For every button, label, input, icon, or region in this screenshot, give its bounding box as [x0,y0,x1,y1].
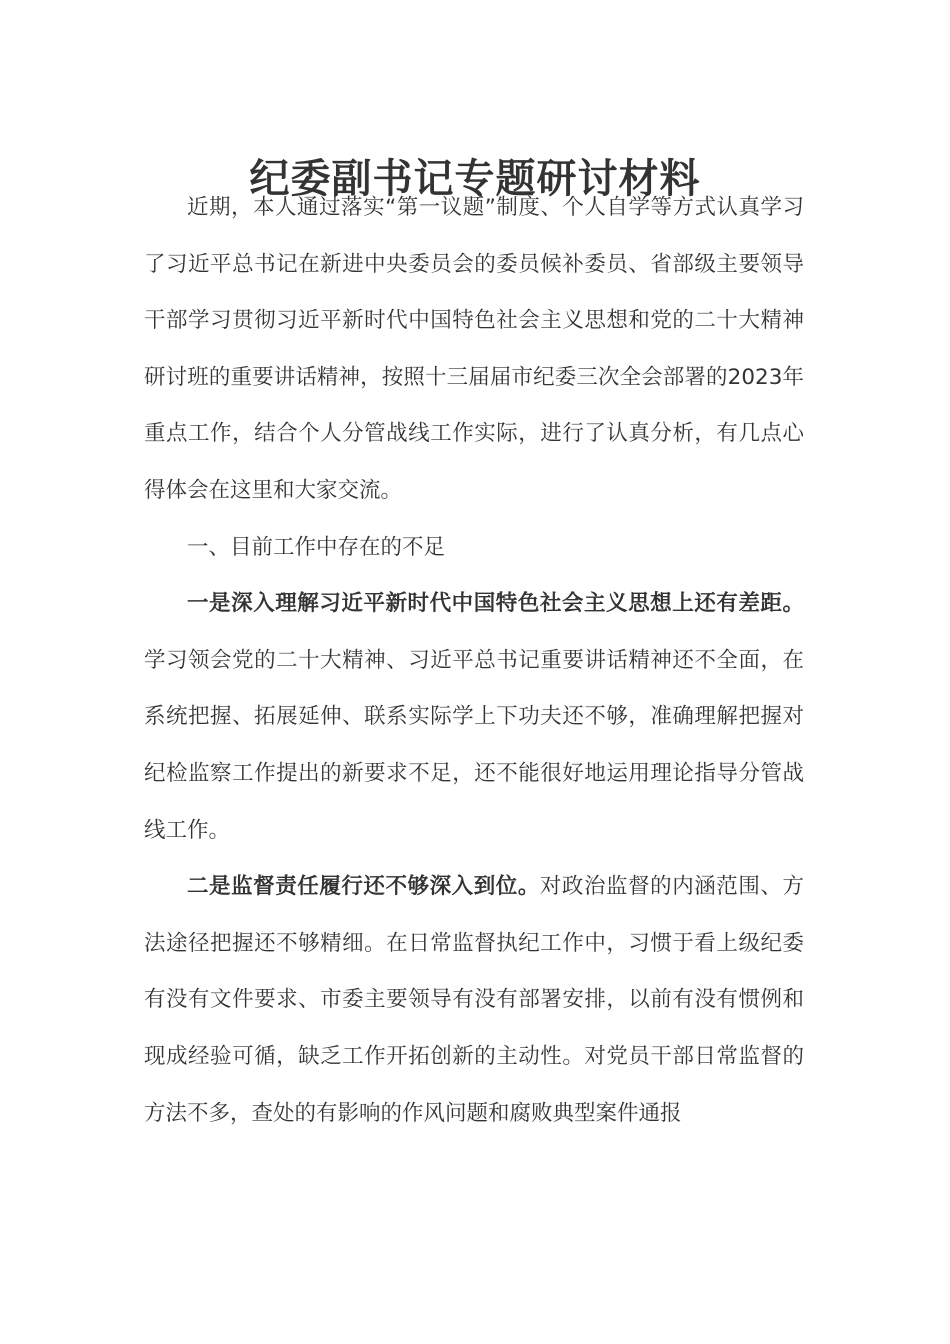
point-one-paragraph [144,576,804,859]
intro-paragraph: 近期，本人通过落实“第一议题”制度、个人自学等方式认真学习了习近平总书记在新进中央委员会的委员候补委员、省部级主要领导干部学习贯彻习近平新时代中国特色社会主义思想和党的二十大精神研讨班的重要讲话精神，按照十三届届市纪委三次全会部署的2023年重点工作，结合个人分管战线工作实际，进行了认真分析，有几点心得体会在这里和大家交流。 [144,195,804,503]
document-body [144,180,804,1142]
document-title: 纪委副书记专题研讨材料 [249,155,701,202]
point-two-paragraph [144,859,804,1142]
point-one-lead: 一是深入理解习近平新时代中国特色社会主义思想上还有差距。 [187,591,804,617]
point-two-lead: 二是监督责任履行还不够深入到位。 [187,874,540,900]
point-two-text: 对政治监督的内涵范围、方法途径把握还不够精细。在日常监督执纪工作中，习惯于看上级纪委有没有文件要求、市委主要领导有没有部署安排，以前有没有惯例和现成经验可循，缺乏工作开拓创新的主动性。对党员干部日常监督的方法不多，查处的有影响的作风问题和腐败典型案件通报 [144,874,804,1126]
point-one-text: 学习领会党的二十大精神、习近平总书记重要讲话精神还不全面，在系统把握、拓展延伸、联系实际学上下功夫还不够，准确理解把握对纪检监察工作提出的新要求不足，还不能很好地运用理论指导分管战线工作。 [144,647,804,843]
section-heading: 一、目前工作中存在的不足 [187,534,446,560]
